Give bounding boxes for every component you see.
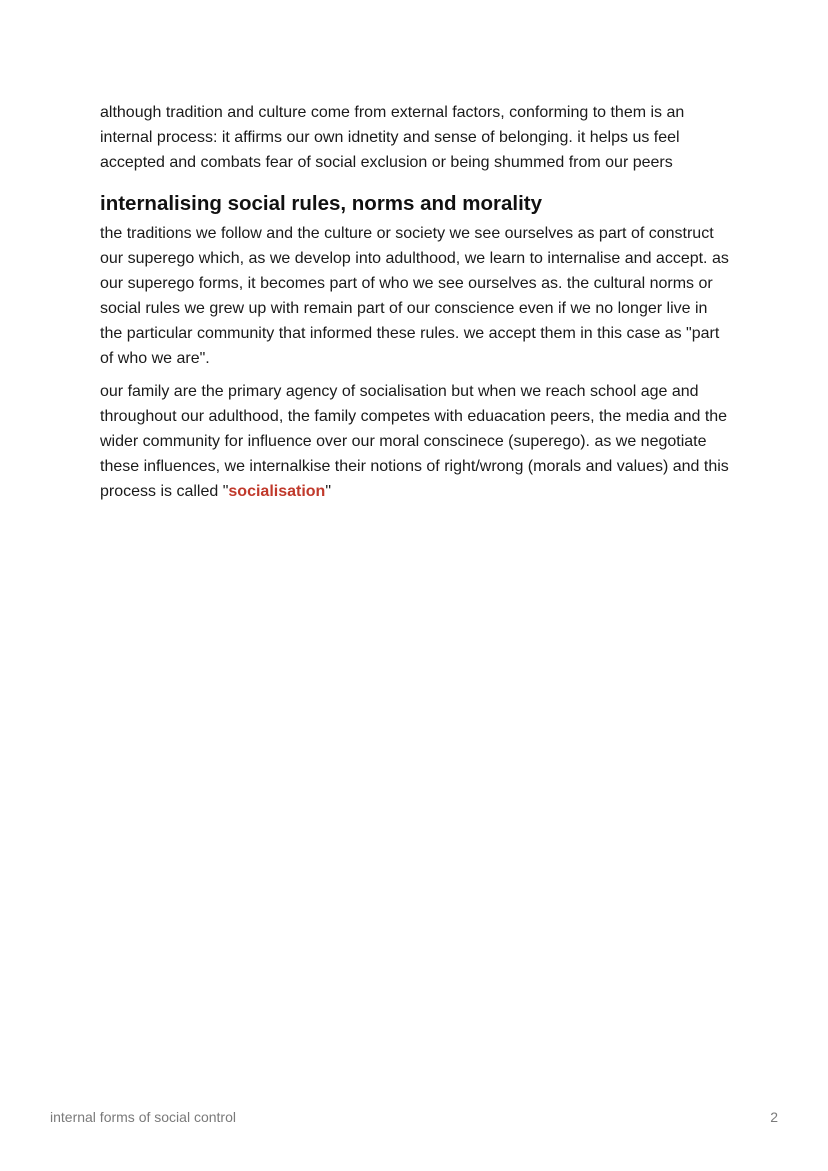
- paragraph-2-text-before: our family are the primary agency of socialisation but when we reach school age and throughout our adulthood, the family competes with eduacation peers, the media and the wider community for influence over our moral conscinece (superego). as we negotiate these influences, we internalkise their notions of right/wrong (morals and values) and this process is called ": [100, 383, 729, 500]
- socialisation-highlight: socialisation: [228, 483, 326, 500]
- page-number: 2: [770, 1109, 778, 1125]
- section-paragraph-1: the traditions we follow and the culture or society we see ourselves as part of construct our superego which, as we develop into adulthood, we learn to internalise and accept. as our superego forms, it becomes part of who we see ourselves as. the cultural norms or social rules we grew up with remain part of our conscience even if we no longer live in the particular community that informed these rules. we accept them in this case as "part of who we are".: [100, 225, 729, 367]
- intro-paragraph: although tradition and culture come from external factors, conforming to them is an internal process: it affirms our own idnetity and sense of belonging. it helps us feel accepted and combats fear of social exclusion or being shummed from our peers: [100, 104, 685, 171]
- paragraph-2-text-after: ": [325, 483, 332, 500]
- footer-title: internal forms of social control: [50, 1109, 236, 1125]
- section-paragraph-2: [100, 379, 732, 504]
- section-heading: internalising social rules, norms and morality: [100, 192, 543, 215]
- document-body: [100, 100, 732, 504]
